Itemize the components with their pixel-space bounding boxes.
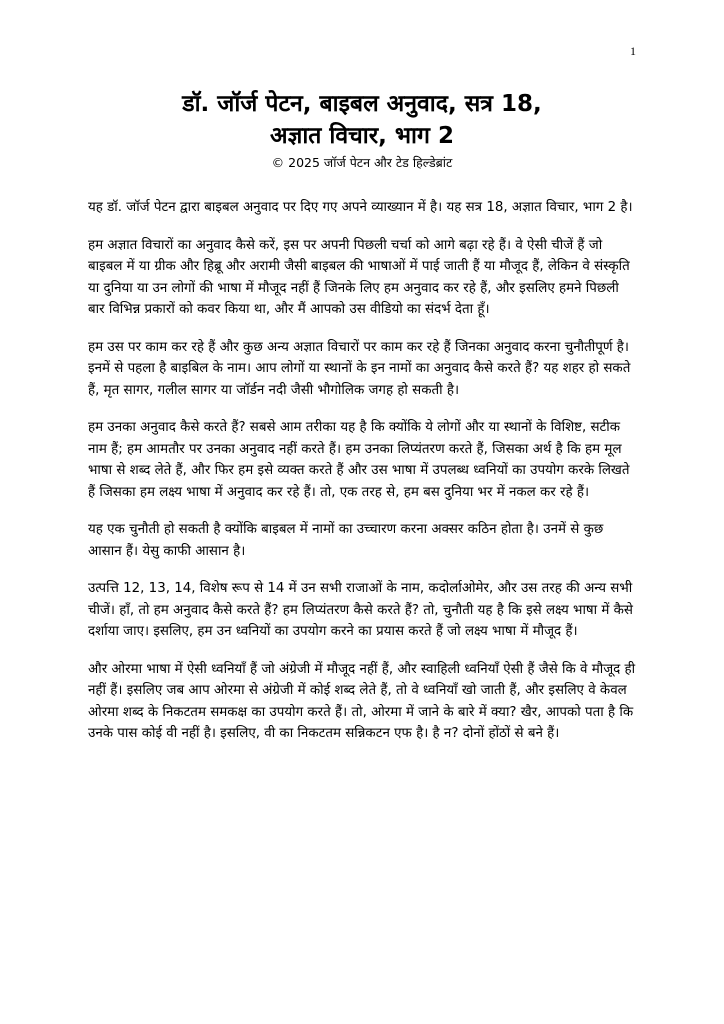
page-number: 1 bbox=[630, 44, 636, 58]
paragraph-6: उत्पत्ति 12, 13, 14, विशेष रूप से 14 में उन सभी राजाओं के नाम, कदोर्लाओमेर, और उस तरह की अन्य सभी चीजें। हाँ, तो हम अनुवाद कैसे करते हैं? हम लिप्यंतरण कैसे करते हैं? तो, चुनौती यह है कि इसे लक्ष्य भाषा में कैसे दर्शाया जाए। इसलिए, हम उन ध्वनियों का उपयोग करने का प्रयास करते हैं जो लक्ष्य भाषा में मौजूद हैं। bbox=[88, 581, 633, 639]
copyright-line: © 2025 जॉर्ज पेटन और टेड हिल्डेब्रांट bbox=[271, 155, 453, 170]
paragraph-7: और ओरमा भाषा में ऐसी ध्वनियाँ हैं जो अंग्रेजी में मौजूद नहीं हैं, और स्वाहिली ध्वनियाँ ऐसी हैं जैसे कि वे मौजूद ही नहीं हैं। इसलिए जब आप ओरमा से अंग्रेजी में कोई शब्द लेते हैं, तो वे ध्वनियाँ खो जाती हैं, और इसलिए वे केवल ओरमा शब्द के निकटतम समकक्ष का उपयोग करते हैं। तो, ओरमा में जाने के बारे में क्या? खैर, आपको पता है कि उनके पास कोई वी नहीं है। इसलिए, वी का निकटतम सन्निकटन एफ है। है न? दोनों होंठों से बने हैं। bbox=[88, 661, 636, 741]
title-block bbox=[60, 88, 664, 172]
page-title bbox=[60, 88, 664, 152]
paragraph-3: हम उस पर काम कर रहे हैं और कुछ अन्य अज्ञात विचारों पर काम कर रहे हैं जिनका अनुवाद करना चुनौतीपूर्ण है। इनमें से पहला है बाइबिल के नाम। आप लोगों या स्थानों के इन नामों का अनुवाद कैसे करते हैं? यह शहर हो सकते हैं, मृत सागर, गलील सागर या जॉर्डन नदी जैसी भौगोलिक जगह हो सकती है। bbox=[88, 339, 631, 398]
body-text bbox=[88, 197, 636, 761]
paragraph-1: यह डॉ. जॉर्ज पेटन द्वारा बाइबल अनुवाद पर दिए गए अपने व्याख्यान में है। यह सत्र 18, अज्ञात विचार, भाग 2 है। bbox=[88, 200, 633, 215]
paragraph-5: यह एक चुनौती हो सकती है क्योंकि बाइबल में नामों का उच्चारण करना अक्सर कठिन होता है। उनमें से कुछ आसान हैं। येसु काफी आसान है। bbox=[88, 522, 604, 559]
paragraph-2: हम अज्ञात विचारों का अनुवाद कैसे करें, इस पर अपनी पिछली चर्चा को आगे बढ़ा रहे हैं। वे ऐसी चीजें हैं जो बाइबल में या ग्रीक और हिब्रू और अरामी जैसी बाइबल की भाषाओं में पाई जाती हैं या मौजूद हैं, लेकिन वे संस्कृति या दुनिया या उन लोगों की भाषा में मौजूद नहीं हैं जिनके लिए हम अनुवाद कर रहे हैं, और इसलिए हमने पिछली बार विभिन्न प्रकारों को कवर किया था, और मैं आपको उस वीडियो का संदर्भ देता हूँ। bbox=[88, 237, 630, 317]
title-line-2: अज्ञात विचार, भाग 2 bbox=[270, 123, 454, 149]
paragraph-4: हम उनका अनुवाद कैसे करते हैं? सबसे आम तरीका यह है कि क्योंकि ये लोगों और या स्थानों के विशिष्ट, सटीक नाम हैं; हम आमतौर पर उनका अनुवाद नहीं करते हैं। हम उनका लिप्यंतरण करते हैं, जिसका अर्थ है कि हम मूल भाषा से शब्द लेते हैं, और फिर हम इसे व्यक्त करते हैं और उस भाषा में उपलब्ध ध्वनियों का उपयोग करके लिखते हैं जिसका हम लक्ष्य भाषा में अनुवाद कर रहे हैं। तो, एक तरह से, हम बस दुनिया भर में नकल कर रहे हैं। bbox=[88, 420, 630, 500]
title-line-1: डॉ. जॉर्ज पेटन, बाइबल अनुवाद, सत्र 18, bbox=[182, 91, 542, 117]
